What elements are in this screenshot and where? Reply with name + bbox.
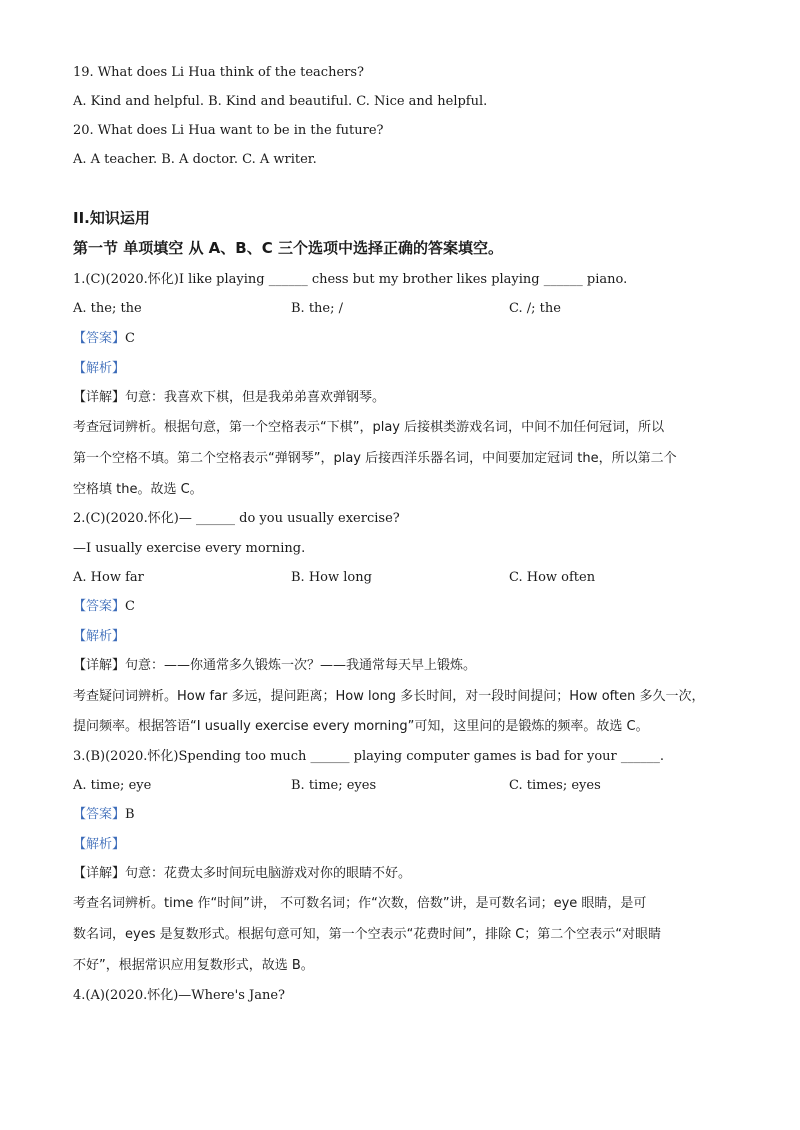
question-3-detail-line: 数名词，eyes 是复数形式。根据句意可知，第一个空表示“花费时间”，排除 C；第二个空表示“对眼睛 bbox=[73, 927, 662, 942]
question-2-option-a: A. How far bbox=[73, 570, 144, 585]
section-subtitle: 第一节 单项填空 从 A、B、C 三个选项中选择正确的答案填空。 bbox=[73, 239, 503, 257]
section-title: II.知识运用 bbox=[73, 209, 150, 227]
question-3-option-b: B. time; eyes bbox=[291, 778, 377, 793]
question-20: 20. What does Li Hua want to be in the future? bbox=[73, 123, 384, 138]
question-1-option-a: A. the; the bbox=[73, 301, 142, 316]
question-1-option-b: B. the; / bbox=[291, 301, 343, 316]
question-2-stem-response: —I usually exercise every morning. bbox=[73, 541, 306, 556]
question-2-stem: 2.(C)(2020.怀化)— ______ do you usually exercise? bbox=[73, 511, 400, 526]
question-1-analysis-label: 【解析】 bbox=[73, 361, 126, 376]
answer-label: 【答案】 bbox=[73, 599, 126, 614]
question-1-stem: 1.(C)(2020.怀化)I like playing ______ chess but my brother likes playing ______ piano. bbox=[73, 272, 628, 287]
question-1-detail-line: 空格填 the。故选 C。 bbox=[73, 482, 203, 497]
question-1-detail-line: 考查冠词辨析。根据句意，第一个空格表示“下棋”，play 后接棋类游戏名词，中间不加任何冠词，所以 bbox=[73, 420, 665, 435]
question-2-detail-line: 考查疑问词辨析。How far 多远，提问距离；How long 多长时间，对一段时间提问；How often 多久一次， bbox=[73, 689, 705, 704]
question-3-detail-line: 【详解】句意：花费太多时间玩电脑游戏对你的眼睛不好。 bbox=[73, 866, 412, 881]
question-20-options: A. A teacher. B. A doctor. C. A writer. bbox=[73, 152, 317, 167]
question-2-detail-line: 【详解】句意：——你通常多久锻炼一次？——我通常每天早上锻炼。 bbox=[73, 658, 477, 673]
question-1-detail-line: 第一个空格不填。第二个空格表示“弹钢琴”，play 后接西洋乐器名词，中间要加定冠词 the，所以第二个 bbox=[73, 451, 677, 466]
question-3-option-c: C. times; eyes bbox=[509, 778, 601, 793]
question-1-answer bbox=[73, 330, 135, 348]
answer-label: 【答案】 bbox=[73, 331, 126, 346]
question-2-option-c: C. How often bbox=[509, 570, 596, 585]
question-2-detail-line: 提问频率。根据答语“I usually exercise every morning”可知，这里问的是锻炼的频率。故选 C。 bbox=[73, 719, 649, 734]
question-4-stem: 4.(A)(2020.怀化)—Where's Jane? bbox=[73, 988, 286, 1003]
answer-label: 【答案】 bbox=[73, 807, 126, 822]
question-2-option-b: B. How long bbox=[291, 570, 372, 585]
question-1-detail-line: 【详解】句意：我喜欢下棋，但是我弟弟喜欢弹钢琴。 bbox=[73, 390, 386, 405]
question-1-option-c: C. /; the bbox=[509, 301, 561, 316]
question-3-detail-line: 考查名词辨析。time 作“时间”讲， 不可数名词；作“次数，倍数”讲，是可数名词；eye 眼睛，是可 bbox=[73, 896, 647, 911]
question-3-stem: 3.(B)(2020.怀化)Spending too much ______ playing computer games is bad for your ______. bbox=[73, 749, 665, 764]
question-3-detail-line: 不好”，根据常识应用复数形式，故选 B。 bbox=[73, 958, 314, 973]
question-19: 19. What does Li Hua think of the teachers? bbox=[73, 65, 365, 80]
question-3-analysis-label: 【解析】 bbox=[73, 837, 126, 852]
question-3-option-a: A. time; eye bbox=[73, 778, 152, 793]
answer-value: B bbox=[125, 807, 135, 822]
answer-value: C bbox=[125, 331, 135, 346]
answer-value: C bbox=[125, 599, 135, 614]
question-2-answer bbox=[73, 598, 135, 616]
question-2-analysis-label: 【解析】 bbox=[73, 629, 126, 644]
question-19-options: A. Kind and helpful. B. Kind and beautiful. C. Nice and helpful. bbox=[73, 94, 488, 109]
question-3-answer bbox=[73, 806, 135, 824]
